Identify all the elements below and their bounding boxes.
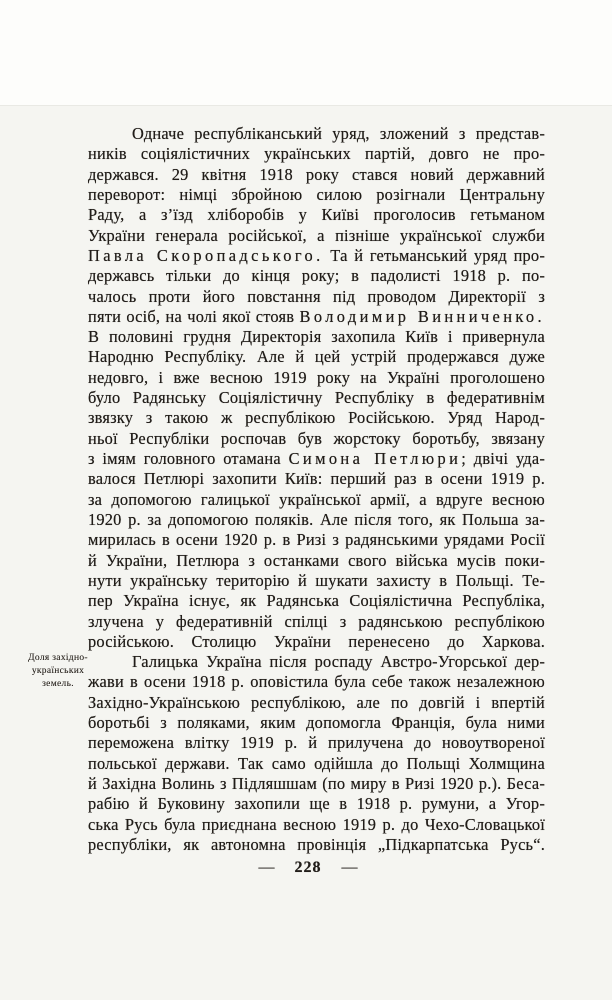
text-line (88, 835, 545, 855)
text-segment: України генерала російської, а пізніше української служби (88, 225, 545, 245)
text-line (88, 612, 545, 632)
text-segment: республіки, як автономна провінція „Підкарпатська Русь“. (88, 834, 545, 854)
text-segment: нути українську територію й шукати захисту в Польщі. Те- (88, 570, 545, 590)
text-segment: й Західна Волинь з Підляшшам (по миру в Ризі 1920 р.). Беса- (88, 774, 545, 793)
text-segment: В половині грудня Директорія захопила Київ і привернула (88, 327, 545, 347)
text-segment: боротьбі з поляками, яким допомогла Франція, була ними (88, 713, 545, 733)
text-segment: польської держави. Так само одійшла до Польщі Холмщина (88, 753, 545, 773)
text-line (88, 632, 545, 652)
text-line (88, 571, 545, 591)
text-line (88, 591, 545, 611)
text-segment: Раду, а з’їзд хліборобів у Київі проголосив гетьманом (88, 205, 545, 225)
text-line (88, 246, 545, 266)
text-line (88, 388, 545, 408)
text-segment: російською. Столицю України перенесено до Харкова. (88, 631, 545, 651)
text-segment: ньої Республіки роспочав був жорстоку боротьбу, звязану (88, 428, 545, 448)
text-line (88, 774, 545, 794)
text-line (88, 693, 545, 713)
text-segment: рабію й Буковину захопили ще в 1918 р. румуни, а Угор- (88, 794, 545, 814)
text-line (88, 733, 545, 753)
text-line (88, 754, 545, 774)
text-segment: й України, Петлюра з останками свого війська мусів поки- (88, 550, 545, 570)
text-line (88, 815, 545, 835)
margin-note-line: Доля західно- (28, 653, 88, 663)
text-line (88, 347, 545, 367)
text-segment: пяти осіб, на чолі якої стояв (88, 306, 300, 326)
text-line (88, 205, 545, 225)
text-line (88, 713, 545, 733)
text-segment: чалось проти його повстання під проводом Директорії з (88, 286, 545, 306)
text-line (88, 368, 545, 388)
text-segment: державсь тільки до кінця року; в падолисті 1918 р. по- (88, 266, 545, 286)
text-segment: жави в осени 1918 р. оповістила була себе також незалежною (88, 672, 545, 692)
text-line (88, 490, 545, 510)
text-segment: переворот: німці збройною силою розігнали Центральну (88, 184, 545, 204)
text-line (88, 287, 545, 307)
text-line (88, 794, 545, 814)
text-segment: звязку з такою ж республікою Російською. Уряд Народ- (88, 408, 545, 428)
text-line (88, 510, 545, 530)
footer-left-dash: — (258, 859, 275, 876)
text-segment: ська Русь була приєднана весною 1919 р. до Чехо-Словацької (88, 814, 545, 834)
footer-right-dash: — (341, 859, 358, 876)
text-segment: ників соціялістичних українських партій, довго не про- (88, 144, 545, 164)
text-line (88, 408, 545, 428)
margin-note-line: українських (31, 666, 85, 676)
emphasized-name: Павла Скоропадського. (88, 245, 324, 265)
page-number: 228 (294, 859, 322, 876)
emphasized-name: Симона Петлюри (288, 449, 462, 468)
body-text (88, 124, 545, 855)
text-segment: було Радянську Соціялістичну Республіку в федеративнім (88, 388, 545, 408)
text-line (88, 672, 545, 692)
text-line (88, 165, 545, 185)
text-line (88, 144, 545, 164)
text-segment: Галицька Україна після роспаду Австро-Угорської дер- (132, 652, 545, 672)
text-line (88, 226, 545, 246)
text-line (88, 327, 545, 347)
text-line (88, 266, 545, 286)
text-segment: з імям головного отамана (88, 449, 289, 468)
text-segment: 1920 р. за допомогою поляків. Але після того, як Польша за- (88, 509, 545, 529)
text-segment: Одначе республіканський уряд, зложений з представ- (132, 124, 545, 143)
text-segment: Народню Республіку. Але й цей устрій продержався дуже (88, 347, 545, 367)
margin-note-line: земель. (42, 679, 74, 689)
text-line (88, 652, 545, 672)
text-segment: держався. 29 квітня 1918 року стався новий державний (88, 164, 545, 184)
text-segment: Та й гетьманський уряд про- (323, 245, 545, 265)
text-segment: недовго, і вже весною 1919 року на Україні проголошено (88, 367, 545, 387)
text-segment: переможена влітку 1919 р. й прилучена до новоутвореної (88, 733, 545, 753)
page-footer (88, 859, 528, 877)
text-line (88, 469, 545, 489)
text-segment: ; двічі уда- (461, 449, 545, 468)
text-segment: пер Україна існує, як Радянська Соціялістична Республіка, (88, 591, 545, 611)
emphasized-name: Володимир Винниченко. (299, 306, 545, 326)
text-segment: за допомогою галицької української армії, а вдруге весною (88, 489, 545, 509)
text-line (88, 530, 545, 550)
text-segment: Західно-Українською республікою, але по довгій і впертій (88, 692, 545, 712)
text-segment: злучена у федеративній спілці з радянською республікою (88, 611, 545, 631)
text-line (88, 185, 545, 205)
text-segment: валося Петлюрі захопити Київ: перший раз в осени 1919 р. (88, 469, 545, 489)
text-line (88, 124, 545, 144)
text-line (88, 551, 545, 571)
text-line (88, 449, 545, 469)
text-segment: мирилась в осени 1920 р. в Ризі з радянськими урядами Росії (88, 530, 545, 550)
text-line (88, 429, 545, 449)
text-line (88, 307, 545, 327)
